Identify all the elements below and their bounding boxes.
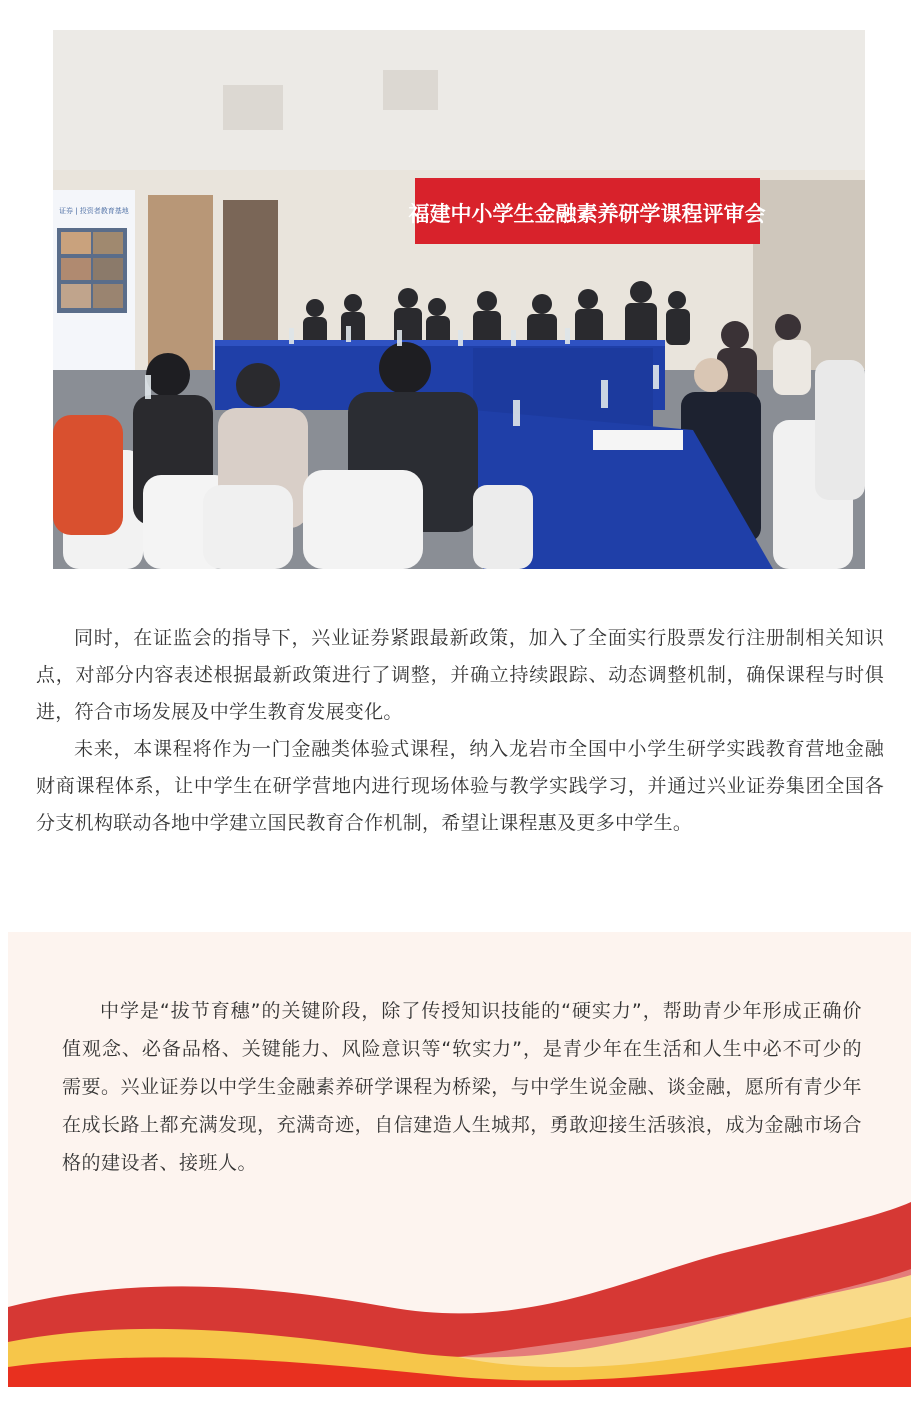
closing-panel bbox=[8, 932, 911, 1387]
decorative-waves bbox=[8, 1157, 911, 1387]
screen-logo-text: 证券 | 投资者教育基地 bbox=[59, 207, 129, 215]
paragraph: 同时，在证监会的指导下，兴业证券紧跟最新政策，加入了全面实行股票发行注册制相关知识点，对部分内容表述根据最新政策进行了调整，并确立持续跟踪、动态调整机制，确保课程与时俱进，符合市场发展及中学生教育发展变化。 bbox=[36, 627, 884, 723]
conference-photo bbox=[53, 30, 865, 569]
paragraph: 未来，本课程将作为一门金融类体验式课程，纳入龙岩市全国中小学生研学实践教育营地金融财商课程体系，让中学生在研学营地内进行现场体验与教学实践学习，并通过兴业证券集团全国各分支机构联动各地中学建立国民教育合作机制，希望让课程惠及更多中学生。 bbox=[36, 738, 884, 834]
article-body bbox=[36, 620, 884, 842]
banner-text: 福建中小学生金融素养研学课程评审会 bbox=[408, 202, 766, 226]
closing-text: 中学是“拔节育穗”的关键阶段，除了传授知识技能的“硬实力”，帮助青少年形成正确价值观念、必备品格、关键能力、风险意识等“软实力”，是青少年在生活和人生中必不可少的需要。兴业证券以中学生金融素养研学课程为桥梁，与中学生说金融、谈金融，愿所有青少年在成长路上都充满发现，充满奇迹，自信建造人生城邦，勇敢迎接生活骇浪，成为金融市场合格的建设者、接班人。 bbox=[62, 1000, 862, 1174]
